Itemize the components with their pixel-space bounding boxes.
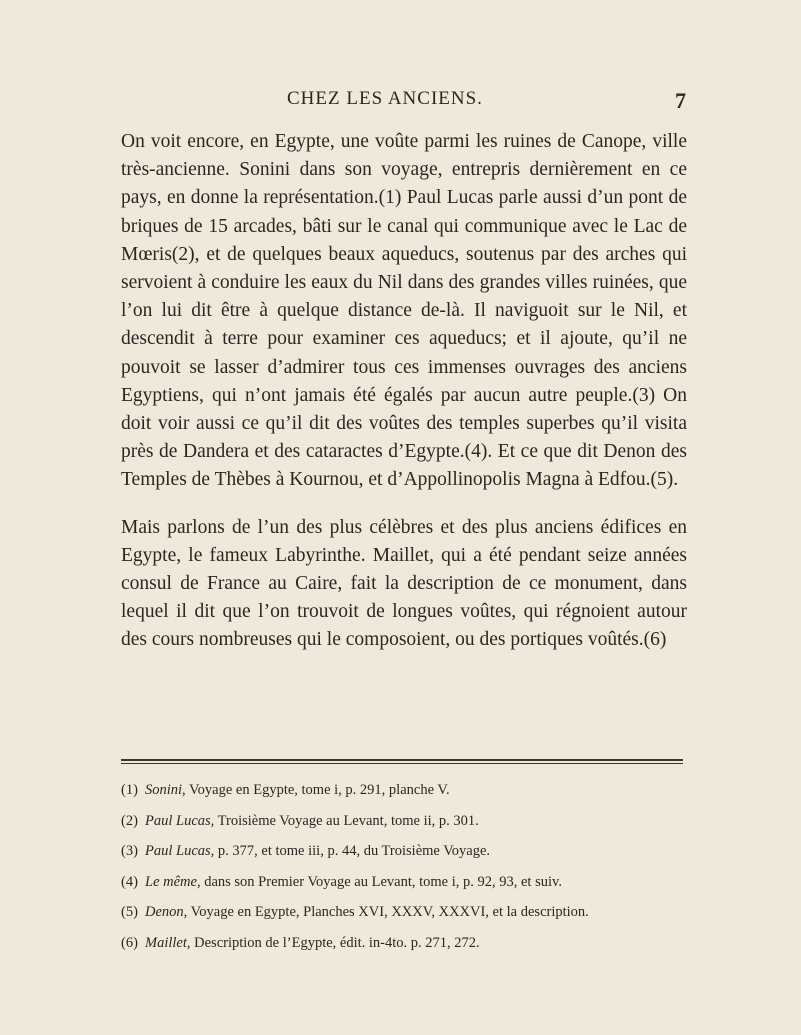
footnote-5 [121,903,701,921]
footnote-3 [121,842,701,860]
paragraph-1: On voit encore, en Egypte, une voûte parmi les ruines de Canope, ville très-ancienne. Sonini dans son voyage, entrepris dernièrement en ce pays, en donne la représentation.(1) Paul Lucas parle aussi d’un pont de briques de 15 arcades, bâti sur le canal qui communique avec le Lac de Mœris(2), et de quelques beaux aqueducs, soutenus par des arches qui servoient à conduire les eaux du Nil dans des grandes villes ruinées, que l’on lui dit être à quelque distance de-là. Il naviguoit sur le Nil, et descendit à terre pour examiner ces aqueducs; et il ajoute, qu’il ne pouvoit se lasser d’admirer tous ces immenses ouvrages des anciens Egyptiens, qui n’ont jamais été égalés par aucun autre peuple.(3) On doit voir aussi ce qu’il dit des voûtes des temples superbes qu’il visita près de Dandera et des cataractes d’Egypte.(4). Et ce que dit Denon des Temples de Thèbes à Kournou, et d’Appollinopolis Magna à Edfou.(5). [121,131,687,491]
footnote-number: (1) [121,782,138,798]
footnote-author: Paul Lucas, [145,843,215,859]
footnote-author: Maillet, [145,934,191,951]
footnote-2 [121,812,701,830]
footnote-author: Denon, [145,904,188,920]
page-header [0,88,801,114]
paragraph-2: Mais parlons de l’un des plus célèbres et des plus anciens édifices en Egypte, le fameux Labyrinthe. Maillet, qui a été pendant seize années consul de France au Caire, fait la description de ce monument, dans lequel il dit que l’on trouvoit de longues voûtes, qui régnoient autour des cours nombreuses qui le composoient, ou des portiques voûtés.(6) [121,516,687,651]
footnote-author: Sonini, [145,782,186,798]
footnote-4 [121,873,701,891]
footnote-number: (4) [121,873,138,890]
footnote-text: Description de l’Egypte, édit. in-4to. p. 271, 272. [190,934,480,951]
footnote-author: Paul Lucas, [145,812,215,829]
footnote-1 [121,781,701,799]
body-text [121,128,687,655]
footnote-text: Voyage en Egypte, Planches XVI, XXXV, XXXVI, et la description. [187,904,589,920]
footnote-number: (3) [121,843,138,859]
page-number: 7 [675,88,686,113]
footnote-text: dans son Premier Voyage au Levant, tome i, p. 92, 93, et suiv. [200,873,562,890]
footnote-6 [121,934,701,952]
footnotes [121,781,701,964]
footnote-number: (6) [121,934,138,951]
footnote-number: (5) [121,904,138,920]
footnote-number: (2) [121,812,138,829]
footnote-author: Le même, [145,873,201,890]
footnote-divider [121,759,683,761]
footnote-text: Voyage en Egypte, tome i, p. 291, planche V. [185,782,450,798]
footnote-text: Troisième Voyage au Levant, tome ii, p. 301. [214,812,479,829]
footnote-text: p. 377, et tome iii, p. 44, du Troisième Voyage. [214,843,491,859]
footnote-divider-thin [121,763,683,764]
running-title: CHEZ LES ANCIENS. [287,88,483,109]
